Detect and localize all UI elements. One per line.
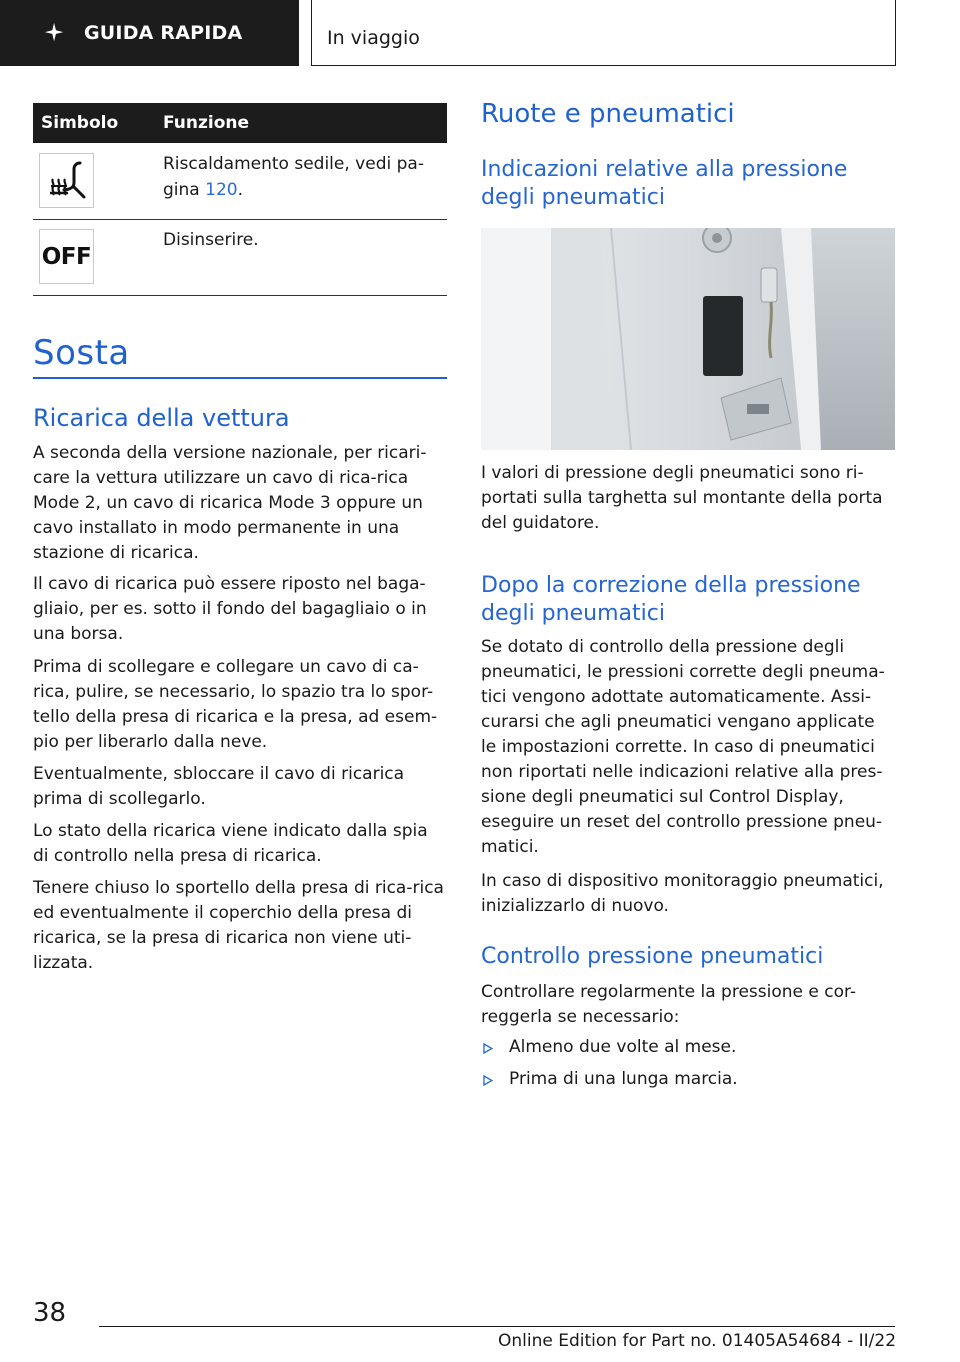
section-title: Ruote e pneumatici	[481, 99, 735, 129]
subsection-title: Ricarica della vettura	[33, 404, 290, 432]
section-title: Sosta	[33, 333, 130, 373]
table-row-text: Riscaldamento sedile, vedi pa-gina 120.	[163, 154, 424, 200]
subsection-title: Indicazioni relative alla pressione degli pneumatici	[481, 157, 848, 210]
quick-guide-star-icon	[44, 22, 66, 44]
table-row	[33, 220, 447, 296]
paragraph: Controllare regolarmente la pressione e cor-reggerla se necessario:	[481, 982, 857, 1027]
section-rule	[33, 377, 447, 379]
table-row	[33, 143, 447, 220]
off-button-icon: OFF	[39, 229, 94, 284]
subsection-title: Dopo la correzione della pressione degli pneumatici	[481, 573, 861, 626]
paragraph: Eventualmente, sbloccare il cavo di ricarica prima di scollegarlo.	[33, 764, 405, 809]
column-header-symbol: Simbolo	[41, 113, 119, 133]
paragraph: I valori di pressione degli pneumatici sono ri-portati sulla targhetta sul montante della porta del guidatore.	[481, 463, 883, 533]
paragraph: In caso di dispositivo monitoraggio pneumatici, inizializzarlo di nuovo.	[481, 871, 884, 916]
seat-heating-icon	[39, 153, 94, 208]
paragraph: Se dotato di controllo della pressione degli pneumatici, le pressioni corrette degli pneuma-tici vengono adottate automaticamente. Assi-curarsi che agli pneumatici vengano applicate le impostazioni corrette. In caso di pneumatici non riportati nelle indicazioni relative alla pres-sione degli pneumatici sul Control Display, eseguire un reset del controllo pressione pneu-matici.	[481, 637, 885, 857]
column-header-function: Funzione	[163, 113, 250, 133]
footer-rule	[99, 1326, 895, 1327]
paragraph: A seconda della versione nazionale, per ricari-care la vettura utilizzare un cavo di rica-rica Mode 2, un cavo di ricarica Mode 3 oppure un cavo installato in modo permanente in una stazione di ricarica.	[33, 443, 427, 563]
paragraph: Prima di scollegare e collegare un cavo di ca-rica, pulire, se necessario, lo spazio tra lo spor-tello della presa di ricarica e la presa, ad esem-pio per liberarlo dalla neve.	[33, 657, 438, 752]
subsection-title: Controllo pressione pneumatici	[481, 944, 824, 969]
symbol-table	[33, 103, 447, 296]
page-number: 38	[33, 1298, 67, 1328]
paragraph: Lo stato della ricarica viene indicato dalla spia di controllo nella presa di ricarica.	[33, 821, 428, 866]
list-item: Almeno due volte al mese.	[481, 1035, 895, 1060]
page-link[interactable]: 120	[205, 180, 238, 200]
bullet-list	[481, 1035, 895, 1099]
edition-label: Online Edition for Part no. 01405A54684 - II/22	[498, 1331, 897, 1351]
table-header	[33, 103, 447, 143]
list-item: Prima di una lunga marcia.	[481, 1067, 895, 1092]
door-pillar-photo	[481, 228, 895, 450]
header-section-label: GUIDA RAPIDA	[84, 22, 243, 44]
header-section-tab[interactable]	[0, 0, 299, 66]
header-chapter-box	[311, 0, 896, 66]
triangle-bullet-icon	[483, 1043, 493, 1054]
triangle-bullet-icon	[483, 1075, 493, 1086]
header-chapter-label: In viaggio	[327, 27, 420, 49]
paragraph: Tenere chiuso lo sportello della presa di rica-rica ed eventualmente il coperchio della presa di ricarica, se la presa di ricarica non viene uti-lizzata.	[33, 878, 444, 973]
table-row-text: Disinserire.	[163, 230, 259, 250]
paragraph: Il cavo di ricarica può essere riposto nel baga-gliaio, per es. sotto il fondo del bagagliaio o in una borsa.	[33, 574, 427, 644]
